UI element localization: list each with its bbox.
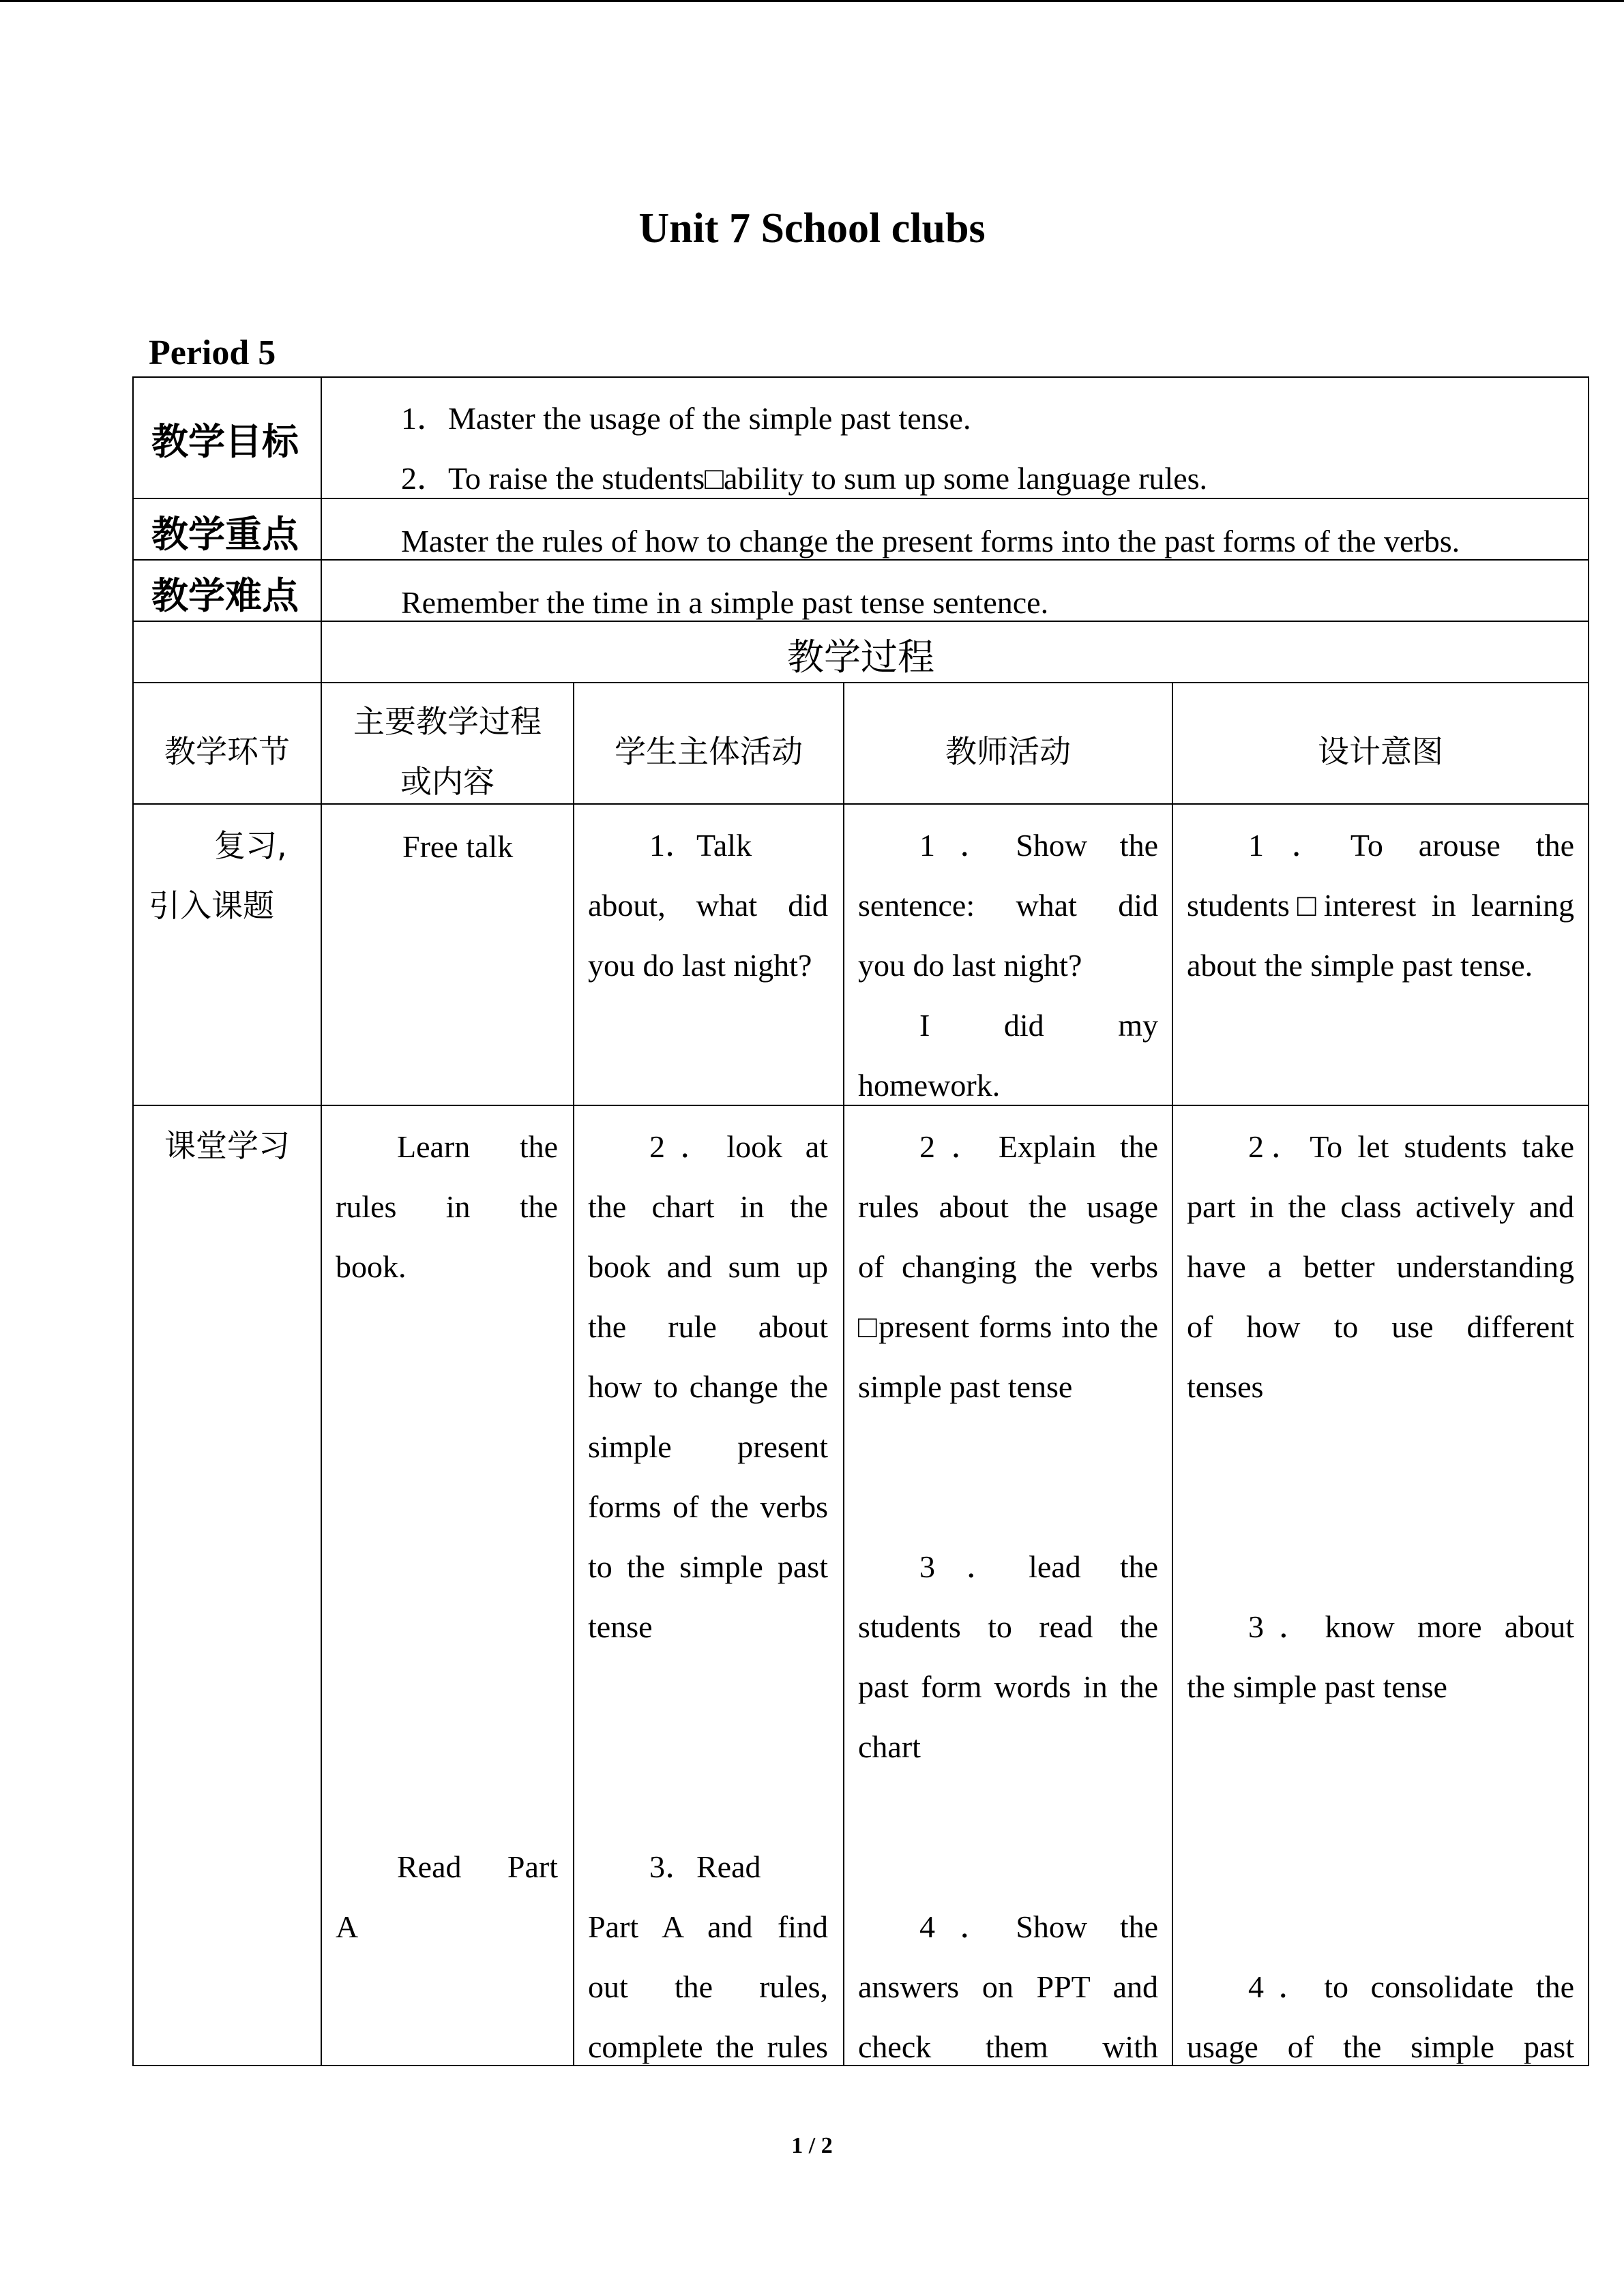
content-text: Free talk (402, 829, 514, 864)
text-line: 4．Show the (919, 1909, 1158, 1944)
text-line: 4．to consolidate the (1248, 1969, 1574, 2004)
text-line: answers on PPT and (858, 1969, 1158, 2004)
text-line: Part A and find (588, 1909, 828, 1944)
text-line: chart (858, 1729, 921, 1764)
teacher-activity (858, 816, 1158, 1116)
period-label: Period 5 (149, 333, 276, 372)
objective-item: 1．Master the usage of the simple past tense. (401, 401, 971, 436)
text-line: about, what did (588, 888, 828, 923)
text-line: about the simple past tense. (1187, 948, 1533, 983)
text-line: 2．Explain the (919, 1129, 1158, 1164)
teacher-activity (858, 1117, 1158, 1417)
text-line: of changing the verbs (858, 1249, 1158, 1284)
page-top-border (0, 0, 1624, 2)
text-line: I did my (919, 1008, 1158, 1043)
stage-text: 复习, (214, 827, 287, 864)
text-line: past form words in the (858, 1669, 1158, 1704)
key-points-label: 教学重点 (151, 513, 299, 556)
table-rule (321, 682, 322, 2066)
text-line: book. (336, 1249, 407, 1284)
table-rule (573, 682, 574, 2066)
text-line: complete the rules (588, 2029, 828, 2064)
column-header-stage: 教学环节 (164, 733, 290, 770)
text-line: check them with (858, 2029, 1158, 2064)
page-number: 1 / 2 (791, 2133, 833, 2158)
text-line: Learn the (397, 1129, 558, 1164)
objective-item: 2．To raise the students□ability to sum up some language rules. (401, 461, 1208, 496)
difficult-points-label: 教学难点 (151, 574, 299, 617)
stage-text: 课堂学习 (164, 1127, 290, 1164)
text-line: 2．To let students take (1248, 1129, 1574, 1164)
text-line: Read Part (397, 1849, 558, 1884)
teacher-activity (858, 1537, 1158, 1777)
text-line: 1．To arouse the (1248, 828, 1574, 863)
column-header-content: 或内容 (400, 763, 494, 800)
table-rule (843, 682, 844, 2066)
teacher-activity (858, 1897, 1158, 2077)
difficult-points-text: Remember the time in a simple past tense sentence. (401, 585, 1049, 620)
table-rule (1172, 682, 1173, 2066)
column-header-content: 主要教学过程 (353, 703, 542, 740)
design-purpose (1187, 1117, 1574, 1417)
text-line: rules about the usage (858, 1189, 1158, 1224)
text-line: homework. (858, 1068, 1001, 1103)
text-line: usage of the simple past (1187, 2029, 1574, 2064)
text-line: out the rules, (588, 1969, 828, 2004)
text-line: tenses (1187, 1369, 1264, 1404)
text-line: 1．Talk (649, 828, 752, 863)
student-activity (588, 1117, 828, 1657)
text-line: students to read the (858, 1609, 1158, 1644)
column-header-student: 学生主体活动 (615, 733, 803, 770)
objectives-label: 教学目标 (151, 420, 299, 463)
text-line: you do last night? (588, 948, 812, 983)
text-line: simple past tense (858, 1369, 1073, 1404)
text-line: □present forms into the (858, 1309, 1158, 1344)
student-activity (588, 1837, 828, 2077)
text-line: students□interest in learning (1187, 888, 1574, 923)
text-line: 3．Read (649, 1849, 761, 1884)
text-line: to the simple past (588, 1549, 828, 1584)
key-points-text: Master the rules of how to change the present forms into the past forms of the verbs. (401, 524, 1460, 558)
column-header-teacher: 教师活动 (945, 733, 1071, 770)
text-line: 1．Show the (919, 828, 1158, 863)
text-line: of how to use different (1187, 1309, 1574, 1344)
text-line: the simple past tense (1187, 1669, 1447, 1704)
text-line: rules in the (336, 1189, 558, 1224)
text-line: 2．look at (649, 1129, 828, 1164)
content-text (336, 1837, 558, 1957)
text-line: part in the class actively and (1187, 1189, 1574, 1224)
text-line: forms of the verbs (588, 1489, 828, 1524)
text-line: have a better understanding (1187, 1249, 1574, 1284)
stage-text: 引入课题 (149, 887, 274, 924)
text-line: sentence: what did (858, 888, 1158, 923)
text-line: how to change the (588, 1369, 828, 1404)
text-line: 3．know more about (1248, 1609, 1574, 1644)
text-line: book and sum up (588, 1249, 828, 1284)
text-line: the chart in the (588, 1189, 828, 1224)
student-activity (588, 816, 828, 996)
text-line: you do last night? (858, 948, 1082, 983)
text-line: simple present (588, 1429, 828, 1464)
text-line: 3．lead the (919, 1549, 1158, 1584)
process-heading: 教学过程 (787, 636, 934, 679)
design-purpose (1187, 816, 1574, 996)
column-header-purpose: 设计意图 (1318, 733, 1443, 770)
design-purpose (1187, 1597, 1574, 1717)
text-line: the rule about (588, 1309, 828, 1344)
page-title: Unit 7 School clubs (638, 205, 986, 252)
text-line: tense (588, 1609, 653, 1644)
text-line: A (336, 1909, 359, 1944)
design-purpose (1187, 1957, 1574, 2077)
content-text (336, 1117, 558, 1297)
